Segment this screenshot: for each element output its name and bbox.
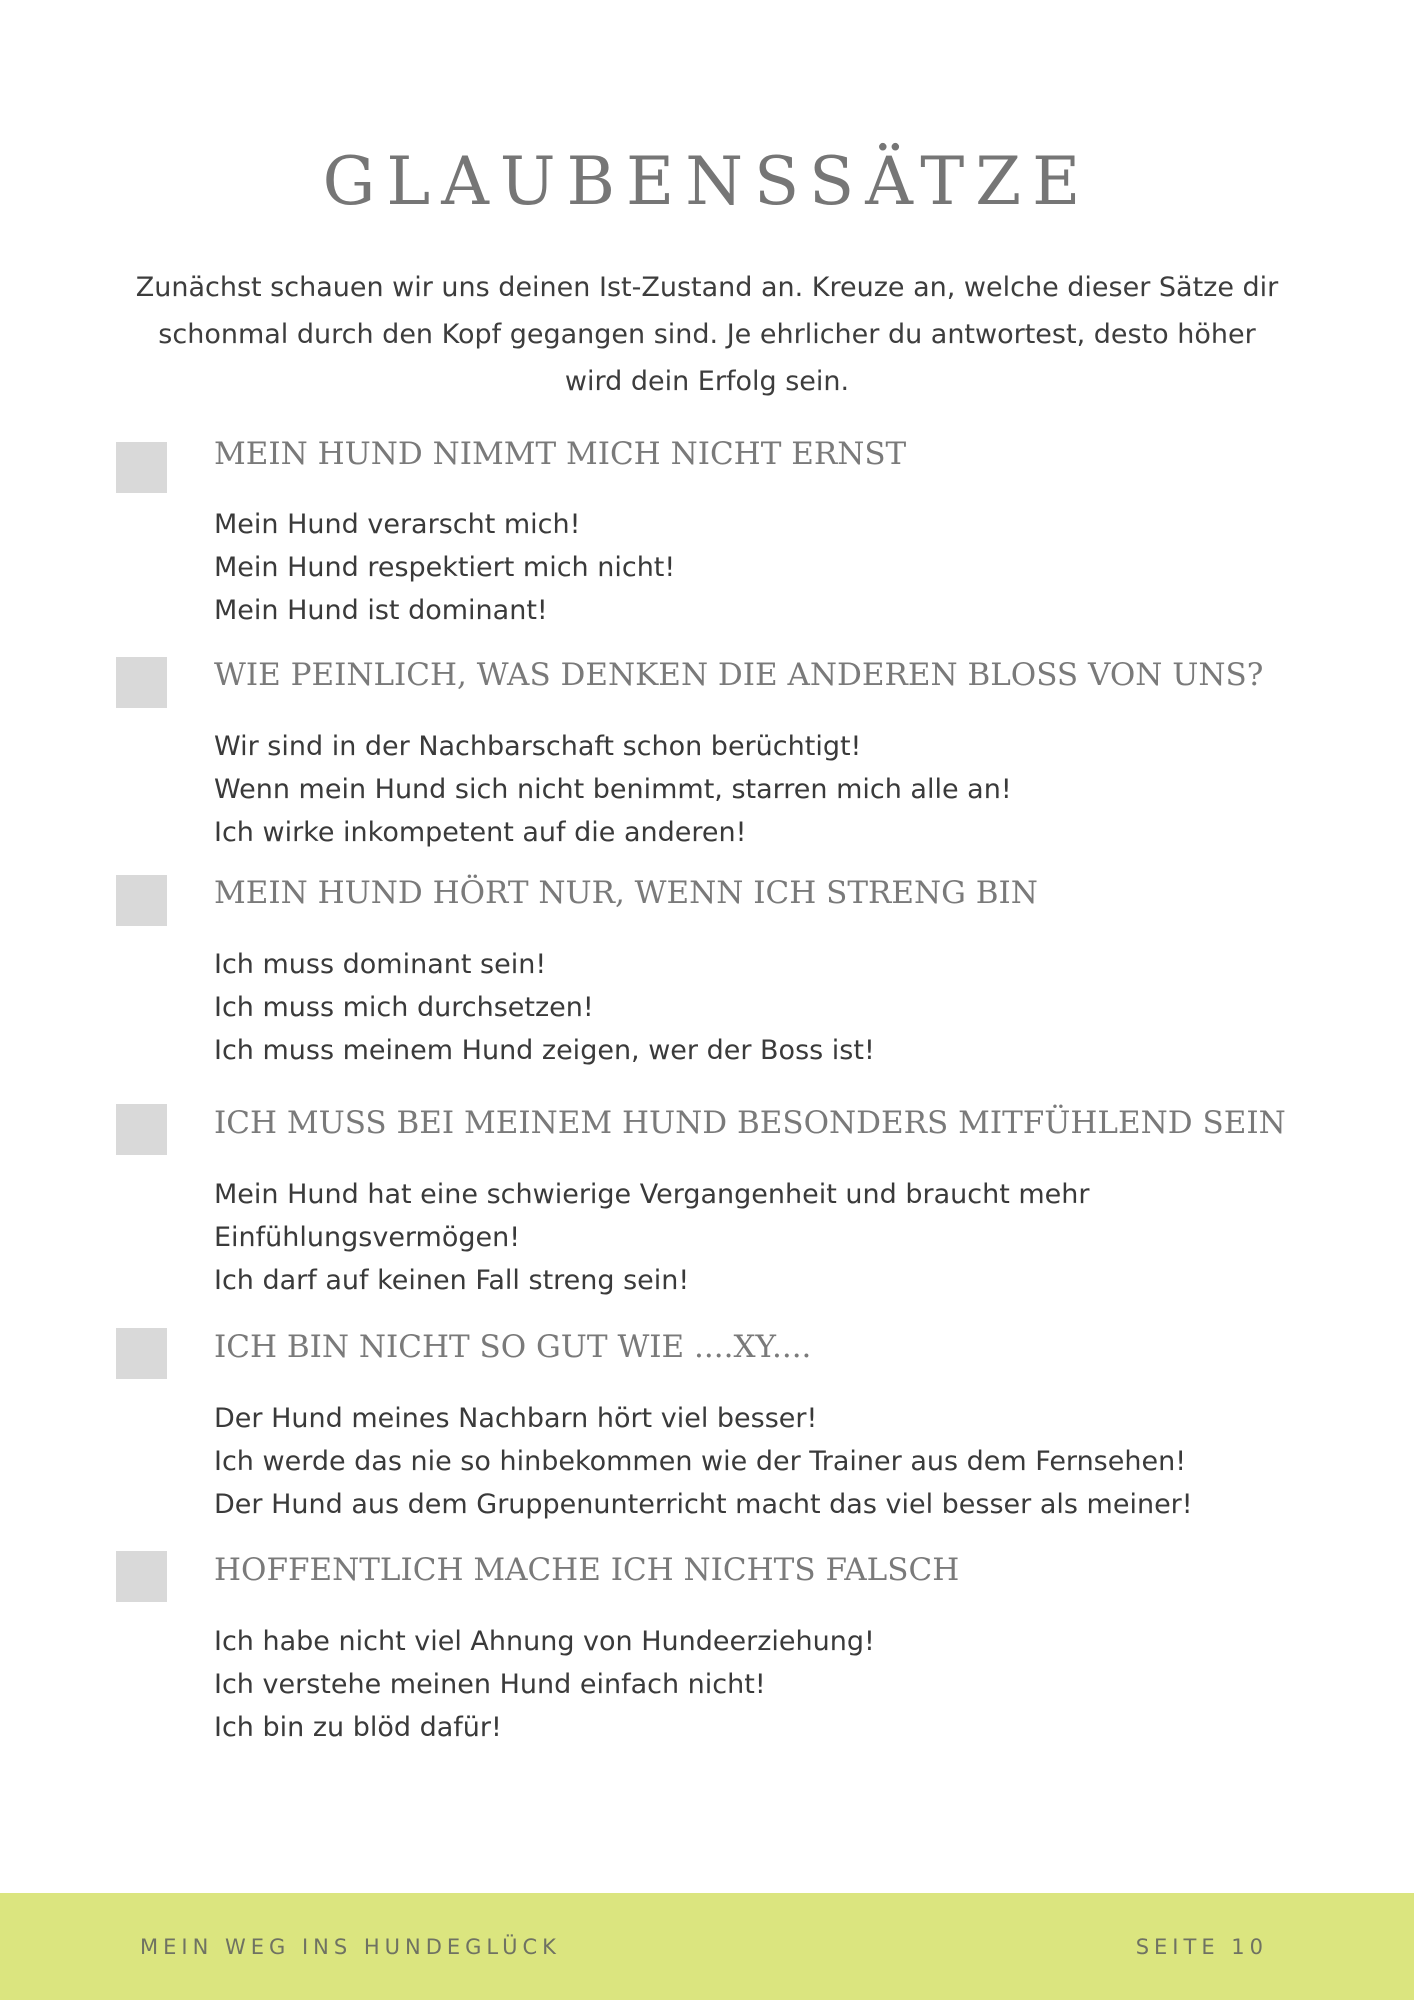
belief-lines [214, 1620, 1214, 1749]
belief-line: Ich muss meinem Hund zeigen, wer der Boss ist! [214, 1035, 875, 1066]
belief-line: Ich darf auf keinen Fall streng sein! [214, 1265, 690, 1296]
belief-line: Ich muss dominant sein! [214, 949, 547, 980]
belief-checkbox[interactable] [116, 657, 167, 708]
belief-heading: WIE PEINLICH, WAS DENKEN DIE ANDEREN BLOSS VON UNS? [214, 657, 1264, 693]
belief-lines [214, 503, 1214, 632]
belief-checkbox[interactable] [116, 1328, 167, 1379]
footer-title: MEIN WEG INS HUNDEGLÜCK [140, 1935, 561, 1959]
belief-checkbox[interactable] [116, 875, 167, 926]
belief-line: Der Hund meines Nachbarn hört viel besser! [214, 1403, 818, 1434]
belief-heading: MEIN HUND NIMMT MICH NICHT ERNST [214, 436, 907, 472]
page-number: SEITE 10 [1135, 1935, 1268, 1959]
belief-line: Mein Hund ist dominant! [214, 595, 548, 626]
belief-line: Ich verstehe meinen Hund einfach nicht! [214, 1669, 766, 1700]
belief-line: Einfühlungsvermögen! [214, 1222, 521, 1253]
belief-line: Mein Hund respektiert mich nicht! [214, 552, 676, 583]
belief-line: Ich habe nicht viel Ahnung von Hundeerziehung! [214, 1626, 875, 1657]
belief-heading: HOFFENTLICH MACHE ICH NICHTS FALSCH [214, 1552, 960, 1588]
belief-line: Ich muss mich durchsetzen! [214, 992, 594, 1023]
belief-line: Ich werde das nie so hinbekommen wie der Trainer aus dem Fernsehen! [214, 1446, 1187, 1477]
belief-lines [214, 943, 1214, 1072]
footer-bar [0, 1893, 1414, 2000]
belief-line: Wir sind in der Nachbarschaft schon berüchtigt! [214, 731, 862, 762]
belief-checkbox[interactable] [116, 1551, 167, 1602]
belief-heading: ICH BIN NICHT SO GUT WIE ....XY.... [214, 1329, 812, 1365]
belief-line: Ich wirke inkompetent auf die anderen! [214, 817, 747, 848]
belief-line: Mein Hund hat eine schwierige Vergangenheit und braucht mehr [214, 1179, 1090, 1210]
belief-line: Mein Hund verarscht mich! [214, 509, 581, 540]
belief-lines [214, 1173, 1214, 1302]
belief-heading: MEIN HUND HÖRT NUR, WENN ICH STRENG BIN [214, 875, 1038, 911]
belief-lines [214, 1397, 1214, 1526]
belief-line: Ich bin zu blöd dafür! [214, 1712, 502, 1743]
page-title: GLAUBENSSÄTZE [322, 143, 1092, 220]
belief-line: Wenn mein Hund sich nicht benimmt, starren mich alle an! [214, 774, 1012, 805]
intro-text: Zunächst schauen wir uns deinen Ist-Zustand an. Kreuze an, welche dieser Sätze dir schonmal durch den Kopf gegangen sind. Je ehrlicher du antwortest, desto höher wird dein Erfolg sein. [135, 272, 1279, 397]
belief-lines [214, 725, 1214, 854]
belief-checkbox[interactable] [116, 1104, 167, 1155]
belief-heading: ICH MUSS BEI MEINEM HUND BESONDERS MITFÜHLEND SEIN [214, 1105, 1286, 1141]
belief-checkbox[interactable] [116, 442, 167, 493]
belief-line: Der Hund aus dem Gruppenunterricht macht das viel besser als meiner! [214, 1489, 1193, 1520]
